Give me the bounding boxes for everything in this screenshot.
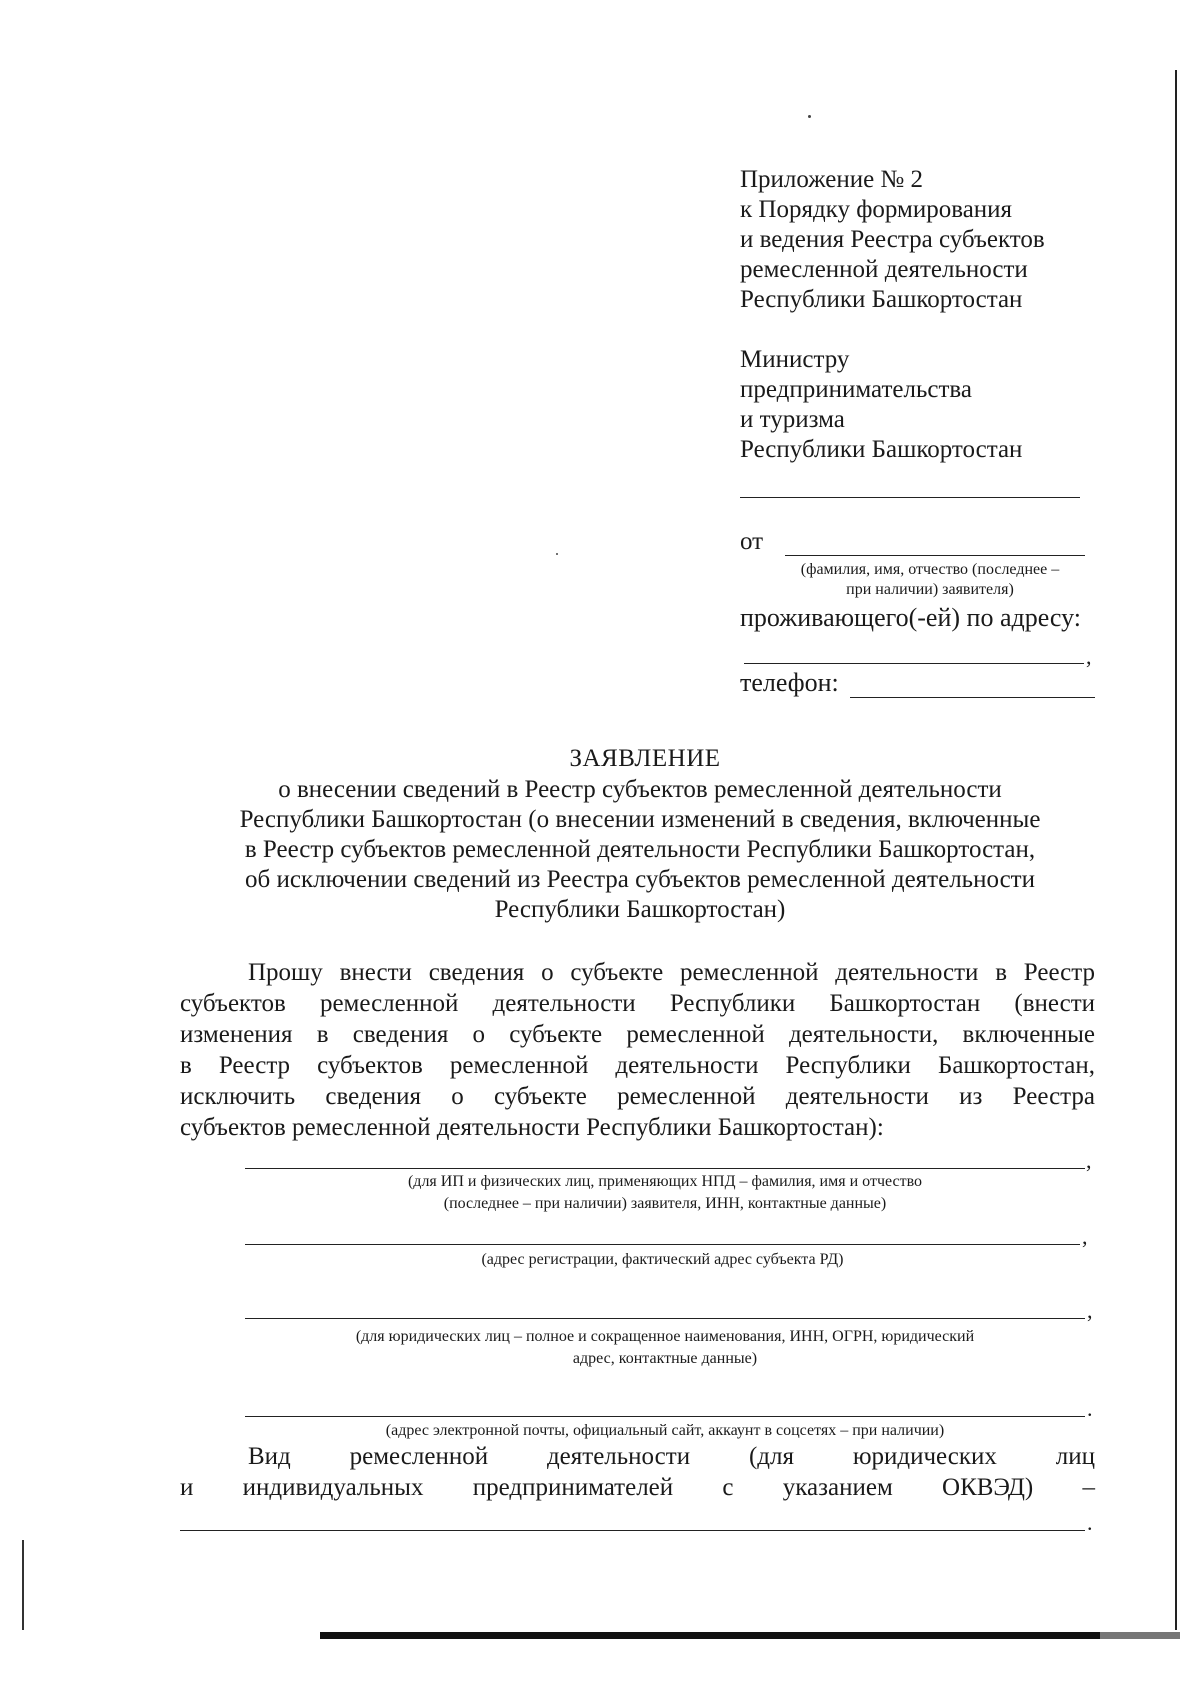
activity-type-line[interactable] bbox=[180, 1530, 1085, 1531]
online-contacts-line[interactable] bbox=[245, 1416, 1085, 1417]
document-subtitle bbox=[170, 775, 1110, 925]
subtitle-line: об исключении сведений из Реестра субъектов ремесленной деятельности bbox=[245, 866, 1035, 893]
legal-entity-line[interactable] bbox=[245, 1318, 1085, 1319]
activity-word: Вид bbox=[248, 1443, 291, 1470]
addressee-blank-line[interactable] bbox=[740, 497, 1080, 498]
scan-edge-right bbox=[1175, 70, 1177, 1630]
subtitle-line: в Реестр субъектов ремесленной деятельности Республики Башкортостан, bbox=[244, 836, 1036, 863]
scan-edge-left bbox=[22, 1540, 24, 1630]
activity-word: ОКВЭД) bbox=[942, 1474, 1034, 1501]
applicant-name-line[interactable] bbox=[785, 555, 1085, 556]
subtitle-line: о внесении сведений в Реестр субъектов ремесленной деятельности bbox=[278, 776, 1002, 803]
paragraph-line: Прошу внести сведения о субъекте ремесленной деятельности в Реестр bbox=[248, 959, 1095, 986]
ip-info-comma: , bbox=[1086, 1148, 1092, 1173]
activity-word: юридических bbox=[852, 1443, 997, 1470]
phone-line[interactable] bbox=[850, 697, 1095, 698]
subtitle-line: Республики Башкортостан) bbox=[494, 896, 786, 923]
activity-word: деятельности bbox=[546, 1443, 691, 1470]
legal-entity-hint-2: адрес, контактные данные) bbox=[572, 1350, 758, 1367]
addressee-line: Республики Башкортостан bbox=[740, 436, 1023, 463]
phone-label: телефон: bbox=[740, 668, 839, 697]
from-label: от bbox=[740, 528, 764, 555]
paragraph-line: в Реестр субъектов ремесленной деятельности Республики Башкортостан, bbox=[180, 1052, 1095, 1079]
activity-row-2 bbox=[180, 1472, 1095, 1503]
from-hint-2: при наличии) заявителя) bbox=[846, 581, 1014, 598]
appendix-line: и ведения Реестра субъектов bbox=[740, 226, 1045, 253]
activity-word: (для bbox=[748, 1443, 794, 1470]
from-hint-1: (фамилия, имя, отчество (последнее – bbox=[800, 561, 1060, 578]
activity-word: указанием bbox=[782, 1474, 893, 1501]
address-comma: , bbox=[1086, 644, 1092, 669]
paragraph-line: изменения в сведения о субъекте ремесленной деятельности, включенные bbox=[180, 1021, 1095, 1048]
request-paragraph bbox=[180, 957, 1095, 1143]
registration-address-hint: (адрес регистрации, фактический адрес субъекта РД) bbox=[481, 1251, 844, 1268]
activity-word: и bbox=[180, 1474, 194, 1501]
appendix-line: ремесленной деятельности bbox=[740, 256, 1028, 283]
appendix-line: к Порядку формирования bbox=[740, 196, 1013, 223]
residing-label: проживающего(-ей) по адресу: bbox=[740, 603, 1081, 632]
subtitle-line: Республики Башкортостан (о внесении изменений в сведения, включенные bbox=[239, 806, 1041, 833]
addressee-line: Министру bbox=[740, 346, 850, 373]
scan-speck bbox=[808, 115, 811, 118]
appendix-block bbox=[740, 165, 1045, 315]
scan-edge-bottom bbox=[320, 1632, 1180, 1639]
registration-address-line[interactable] bbox=[245, 1244, 1080, 1245]
ip-info-hint-2: (последнее – при наличии) заявителя, ИНН, контактные данные) bbox=[443, 1195, 887, 1212]
appendix-line: Республики Башкортостан bbox=[740, 286, 1023, 313]
paragraph-line: субъектов ремесленной деятельности Республики Башкортостан): bbox=[180, 1114, 884, 1141]
addressee-line: и туризма bbox=[740, 406, 845, 433]
document-title: ЗАЯВЛЕНИЕ bbox=[569, 745, 721, 772]
addressee-block bbox=[740, 345, 1022, 465]
activity-row-1 bbox=[180, 1441, 1095, 1472]
online-contacts-hint: (адрес электронной почты, официальный сайт, аккаунт в соцсетях – при наличии) bbox=[385, 1422, 945, 1439]
activity-word: с bbox=[722, 1474, 734, 1501]
legal-entity-comma: , bbox=[1087, 1298, 1093, 1323]
address-line[interactable] bbox=[744, 663, 1084, 664]
legal-entity-hint-1: (для юридических лиц – полное и сокращенное наименования, ИНН, ОГРН, юридический bbox=[355, 1328, 975, 1345]
addressee-line: предпринимательства bbox=[740, 376, 972, 403]
ip-info-line[interactable] bbox=[245, 1168, 1085, 1169]
activity-word: индивидуальных bbox=[242, 1474, 424, 1501]
activity-word: – bbox=[1082, 1474, 1095, 1501]
scan-edge-bottom-fade bbox=[1100, 1632, 1180, 1639]
activity-word: предпринимателей bbox=[472, 1474, 674, 1501]
activity-type-period: . bbox=[1087, 1510, 1093, 1535]
paragraph-line: исключить сведения о субъекте ремесленной деятельности из Реестра bbox=[180, 1083, 1095, 1110]
activity-type-block bbox=[180, 1441, 1095, 1503]
ip-info-hint-1: (для ИП и физических лиц, применяющих НПД – фамилия, имя и отчество bbox=[407, 1173, 923, 1190]
registration-address-comma: , bbox=[1082, 1224, 1088, 1249]
appendix-line: Приложение № 2 bbox=[740, 166, 924, 193]
activity-word: ремесленной bbox=[349, 1443, 489, 1470]
online-contacts-period: . bbox=[1087, 1396, 1093, 1421]
scan-speck bbox=[556, 553, 558, 555]
paragraph-line: субъектов ремесленной деятельности Республики Башкортостан (внести bbox=[180, 990, 1095, 1017]
activity-word: лиц bbox=[1055, 1443, 1095, 1470]
